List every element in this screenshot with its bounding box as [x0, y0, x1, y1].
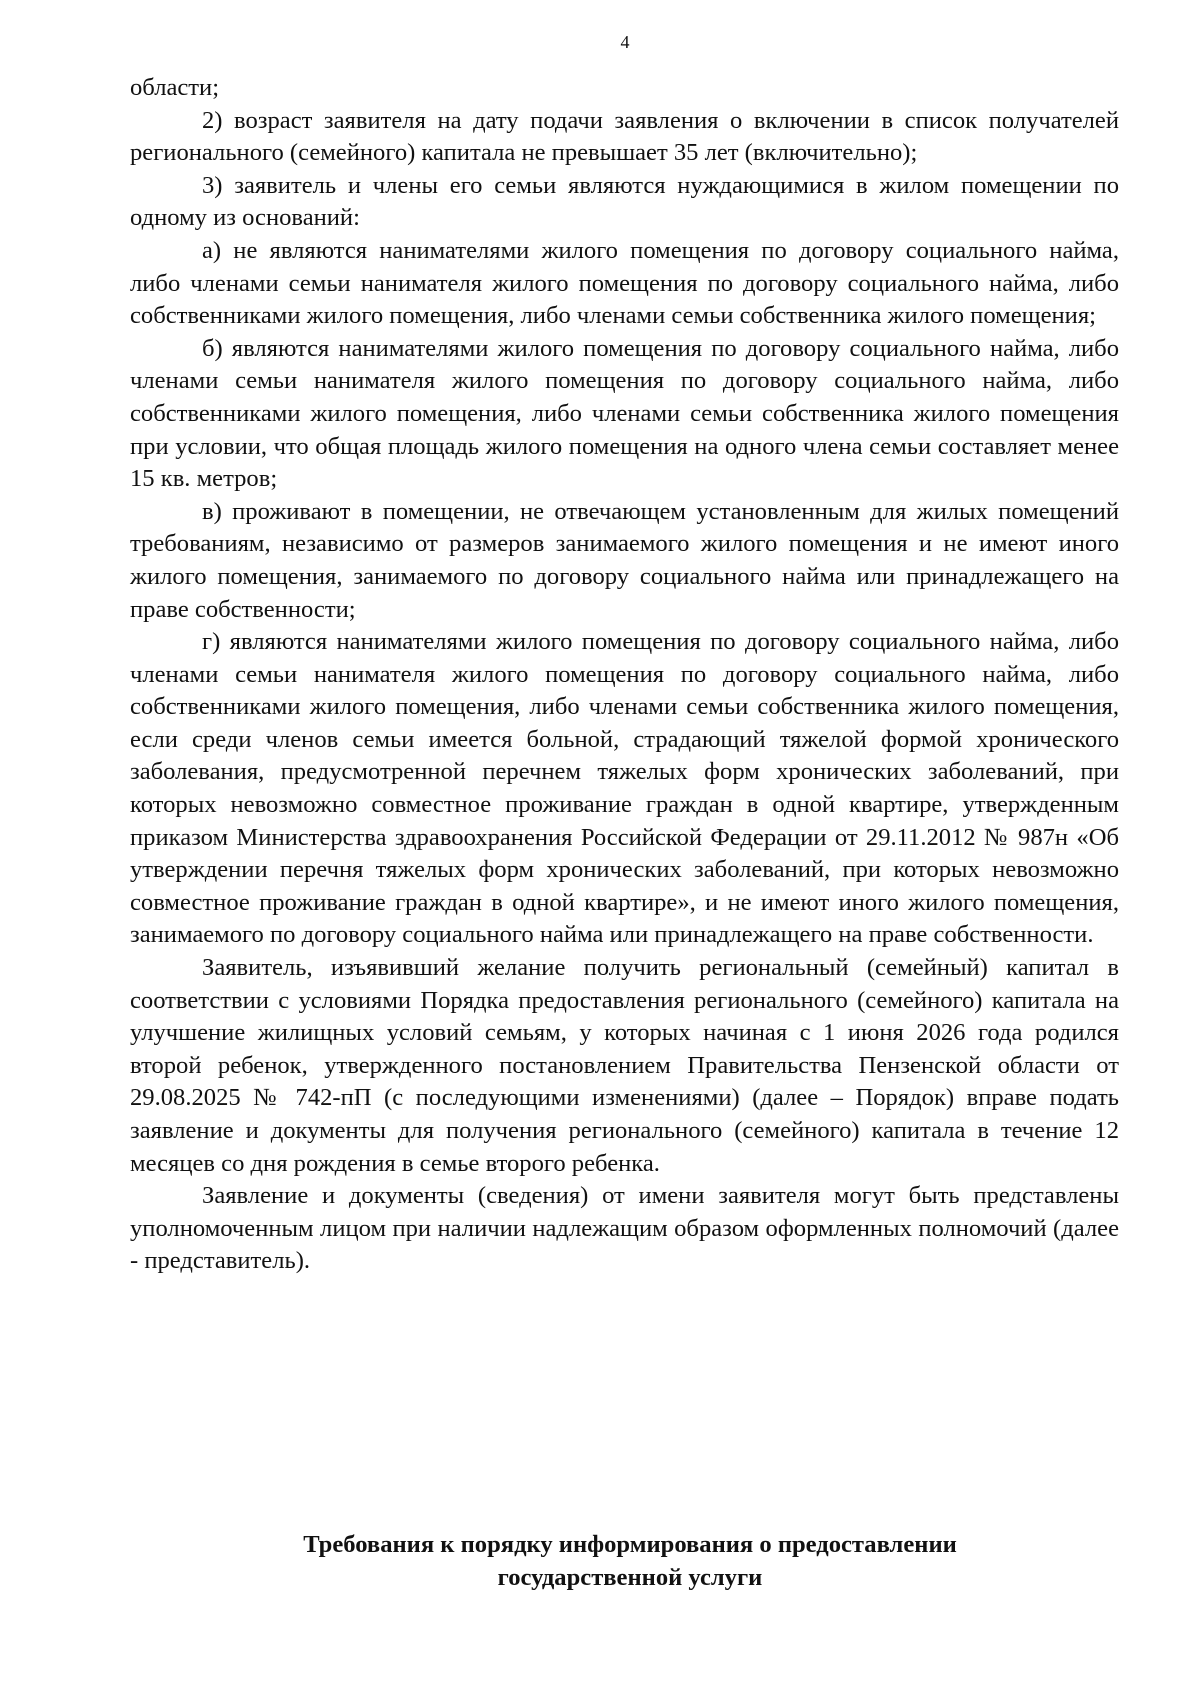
page-number: 4: [620, 32, 630, 52]
document-body: [130, 72, 1119, 1278]
section-heading: [130, 1529, 1130, 1594]
paragraph-representative: Заявление и документы (сведения) от имени заявителя могут быть представлены уполномоченным лицом при наличии надлежащим образом оформленных полномочий (далее - представитель).: [130, 1182, 1119, 1275]
section-heading-line-2: государственной услуги: [497, 1563, 763, 1591]
paragraph-subitem-v: в) проживают в помещении, не отвечающем установленным для жилых помещений требованиям, независимо от размеров занимаемого жилого помещения и не имеют иного жилого помещения, занимаемого по договору социального найма или принадлежащего на праве собственности;: [130, 497, 1119, 623]
paragraph-subitem-b: б) являются нанимателями жилого помещения по договору социального найма, либо членами семьи нанимателя жилого помещения по договору социального найма, либо собственниками жилого помещения, либо членами семьи собственника жилого помещения при условии, что общая площадь жилого помещения на одного члена семьи составляет менее 15 кв. метров;: [130, 334, 1119, 493]
paragraph-applicant: Заявитель, изъявивший желание получить региональный (семейный) капитал в соответствии с условиями Порядка предоставления регионального (семейного) капитала на улучшение жилищных условий семьям, у которых начиная с 1 июня 2026 года родился второй ребенок, утвержденного постановлением Правительства Пензенской области от 29.08.2025 № 742-пП (с последующими изменениями) (далее – Порядок) вправе подать заявление и документы для получения регионального (семейного) капитала в течение 12 месяцев со дня рождения в семье второго ребенка.: [130, 954, 1119, 1177]
paragraph-subitem-a: а) не являются нанимателями жилого помещения по договору социального найма, либо членами семьи нанимателя жилого помещения по договору социального найма, либо собственниками жилого помещения, либо членами семьи собственника жилого помещения;: [130, 236, 1119, 330]
section-heading-line-1: Требования к порядку информирования о предоставлении: [303, 1531, 957, 1558]
paragraph-continuation: области;: [130, 74, 220, 101]
paragraph-item-2: 2) возраст заявителя на дату подачи заявления о включении в список получателей регионального (семейного) капитала не превышает 35 лет (включительно);: [130, 106, 1119, 167]
paragraph-item-3: 3) заявитель и члены его семьи являются нуждающимися в жилом помещении по одному из оснований:: [130, 171, 1119, 232]
paragraph-subitem-g: г) являются нанимателями жилого помещения по договору социального найма, либо членами семьи нанимателя жилого помещения по договору социального найма, либо собственниками жилого помещения, либо членами семьи собственника жилого помещения, если среди членов семьи имеется больной, страдающий тяжелой формой хронического заболевания, предусмотренной перечнем тяжелых форм хронических заболеваний, при которых невозможно совместное проживание граждан в одной квартире, утвержденным приказом Министерства здравоохранения Российской Федерации от 29.11.2012 № 987н «Об утверждении перечня тяжелых форм хронических заболеваний, при которых невозможно совместное проживание граждан в одной квартире», и не имеют иного жилого помещения, занимаемого по договору социального найма или принадлежащего на праве собственности.: [130, 628, 1119, 949]
